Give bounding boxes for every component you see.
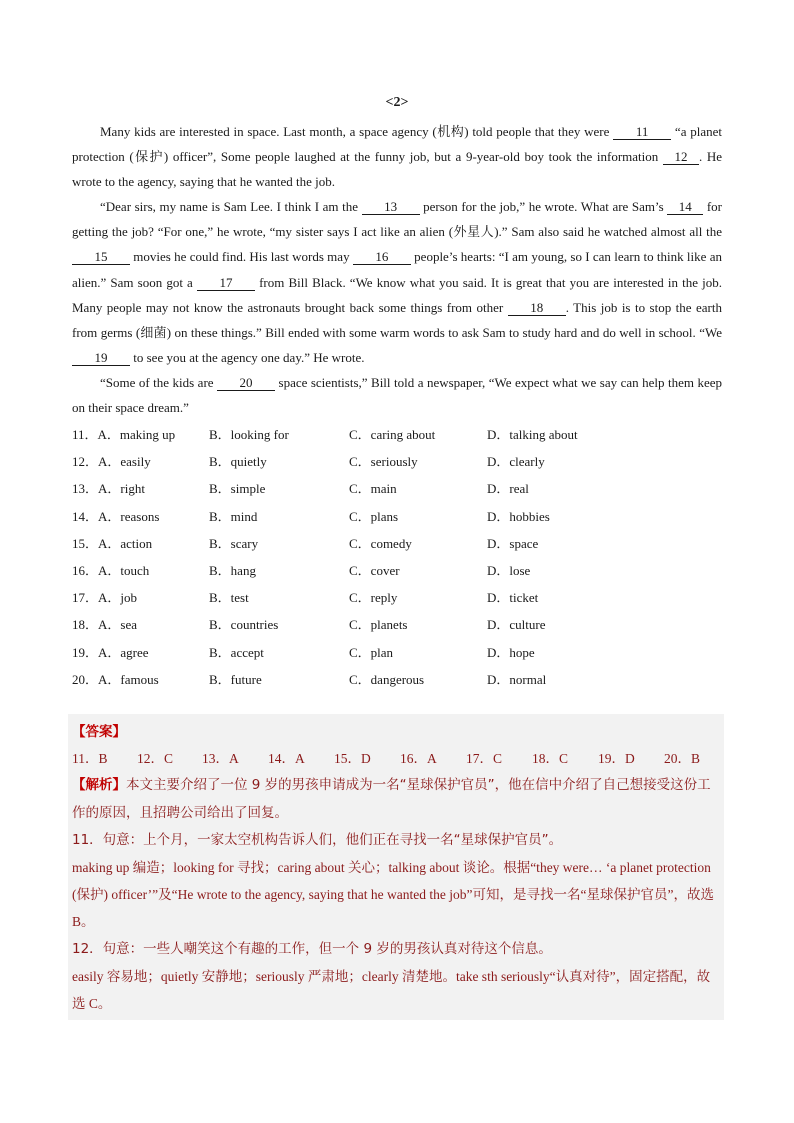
- option-c: C．plans: [349, 508, 399, 524]
- option-d: D．clearly: [487, 454, 545, 470]
- analysis-text: 本文主要介绍了一位 9 岁的男孩申请成为一名“星球保护官员”，他在信中介绍了自己想接受这份工作的原因，且招聘公司给出了回复。: [72, 777, 711, 821]
- option-a: 12．A．easily: [72, 454, 151, 470]
- blank-20: 20: [217, 375, 275, 391]
- q12-translation: 12．句意：一些人嘲笑这个有趣的工作，但一个 9 岁的男孩认真对待这个信息。: [72, 940, 552, 957]
- analysis-label: 【解析】: [72, 777, 126, 794]
- option-b: B．scary: [209, 535, 259, 551]
- blank-17: 17: [197, 275, 255, 291]
- option-row-16: [72, 557, 722, 584]
- option-a: 20．A．famous: [72, 671, 159, 687]
- option-b: B．test: [209, 590, 249, 606]
- passage-text: space scientists,” Bill told a newspaper, “We expect what we say can help them keep on their space dream.”: [72, 374, 722, 416]
- option-row-14: [72, 503, 722, 530]
- passage-paragraph-3: [72, 370, 722, 420]
- option-row-19: [72, 639, 722, 666]
- answer-key: 19．D: [598, 751, 635, 767]
- option-c: C．caring about: [349, 427, 436, 442]
- answer-options: [72, 421, 722, 693]
- option-a: 14．A．reasons: [72, 508, 160, 524]
- passage-text: “Dear sirs, my name is Sam Lee. I think I am the: [100, 199, 362, 215]
- option-c: C．main: [349, 481, 397, 497]
- answer-section: [68, 714, 724, 1020]
- option-d: D．space: [487, 535, 539, 551]
- passage-text: . This job is to stop the earth from germs (细菌) on these things.” Bill ended with some warm words to ask Sam to study hard and do well in school. “We: [72, 299, 722, 340]
- option-c: C．planets: [349, 617, 408, 633]
- passage-text: person for the job,” he wrote. What are Sam’s: [419, 199, 668, 215]
- passage-text: from Bill Black. “We know what you said. It is great that you are interested in the job. Many people may not know the astronauts brought back some things from other: [72, 274, 723, 315]
- answer-key: 18．C: [532, 751, 569, 767]
- option-row-17: [72, 584, 722, 611]
- option-a: 11．A．making up: [72, 427, 176, 442]
- passage-text: “Some of the kids are: [100, 374, 218, 390]
- option-row-20: [72, 666, 722, 693]
- answer-key: 13．A: [202, 751, 239, 767]
- option-a: 17．A．job: [72, 590, 138, 606]
- answer-key: 15．D: [334, 751, 371, 767]
- answer-key: 11．B: [72, 751, 108, 767]
- option-c: C．seriously: [349, 454, 418, 470]
- option-row-15: [72, 530, 722, 557]
- option-c: C．reply: [349, 590, 398, 606]
- answer-key: 14．A: [268, 751, 305, 767]
- answer-key: 20．B: [664, 751, 701, 767]
- passage-paragraph-2: [72, 194, 722, 370]
- passage-text: for getting the job? “For one,” he wrote, “my sister says I act like an alien (外星人).” Sam also said he watched almost all the: [72, 199, 722, 240]
- option-a: 16．A．touch: [72, 562, 150, 578]
- passage-paragraph-1: [72, 119, 722, 194]
- option-a: 15．A．action: [72, 535, 153, 551]
- option-a: 13．A．right: [72, 481, 145, 497]
- option-d: D．hope: [487, 644, 535, 660]
- blank-14: 14: [667, 199, 703, 215]
- option-b: B．future: [209, 671, 262, 687]
- answer-key: 16．A: [400, 751, 437, 767]
- passage-text: Many kids are interested in space. Last month, a space agency (机构) told people that they were: [100, 124, 614, 139]
- answer-label: 【答案】: [72, 724, 126, 739]
- option-b: B．quietly: [209, 454, 267, 470]
- answer-keys: [72, 745, 720, 772]
- option-b: B．accept: [209, 644, 264, 660]
- analysis-summary: [72, 772, 720, 826]
- q11-translation: 11．句意：上个月，一家太空机构告诉人们，他们正在寻找一名“星球保护官员”。: [72, 831, 563, 848]
- blank-16: 16: [353, 249, 411, 265]
- blank-11: 11: [613, 124, 671, 140]
- section-heading: <2>: [385, 95, 409, 110]
- option-a: 18．A．sea: [72, 617, 137, 633]
- option-a: 19．A．agree: [72, 644, 149, 660]
- q12-explanation: easily 容易地；quietly 安静地；seriously 严肃地；clearly 清楚地。take sth seriously“认真对待”，固定搭配，故选 C。: [72, 968, 711, 1011]
- passage-text: movies he could find. His last words may: [130, 249, 353, 265]
- blank-13: 13: [362, 199, 420, 215]
- option-c: C．dangerous: [349, 671, 425, 687]
- cloze-passage: [72, 119, 722, 420]
- option-d: D．ticket: [487, 590, 539, 606]
- option-d: D．hobbies: [487, 508, 550, 524]
- option-b: B．hang: [209, 562, 256, 578]
- option-d: D．talking about: [487, 427, 578, 442]
- passage-text: people’s hearts: “I am young, so I can learn to think like an alien.” Sam soon got a: [72, 249, 722, 290]
- blank-19: 19: [72, 350, 130, 366]
- blank-15: 15: [72, 249, 130, 265]
- option-row-13: [72, 475, 722, 502]
- option-b: B．mind: [209, 508, 258, 524]
- option-c: C．cover: [349, 562, 400, 578]
- passage-text: . He wrote to the agency, saying that he wanted the job.: [72, 149, 722, 190]
- option-c: C．plan: [349, 644, 394, 660]
- answer-label-row: [72, 718, 720, 745]
- passage-text: “a planet protection (保护) officer”, Some people laughed at the funny job, but a 9-year-old boy took the information: [72, 124, 722, 165]
- answer-key: 17．C: [466, 751, 503, 767]
- option-row-18: [72, 611, 722, 638]
- option-d: D．normal: [487, 671, 547, 687]
- q11-explanation: making up 编造；looking for 寻找；caring about 关心；talking about 谈论。根据“they were… ‘a planet protection (保护) officer’”及“He wrote to the agency, saying that he wanted the job”可知，是寻找一名“星球保护官员”，故选 B。: [72, 859, 714, 930]
- blank-12: 12: [663, 149, 699, 165]
- option-row-12: [72, 448, 722, 475]
- option-b: B．simple: [209, 481, 266, 497]
- option-d: D．lose: [487, 562, 531, 578]
- option-d: D．real: [487, 481, 529, 497]
- option-b: B．looking for: [209, 427, 289, 442]
- option-c: C．comedy: [349, 535, 412, 551]
- option-row-11: [72, 421, 722, 448]
- passage-text: to see you at the agency one day.” He wrote.: [130, 349, 365, 365]
- blank-18: 18: [508, 300, 566, 316]
- answer-key: 12．C: [137, 751, 174, 767]
- option-d: D．culture: [487, 617, 546, 633]
- option-b: B．countries: [209, 617, 279, 633]
